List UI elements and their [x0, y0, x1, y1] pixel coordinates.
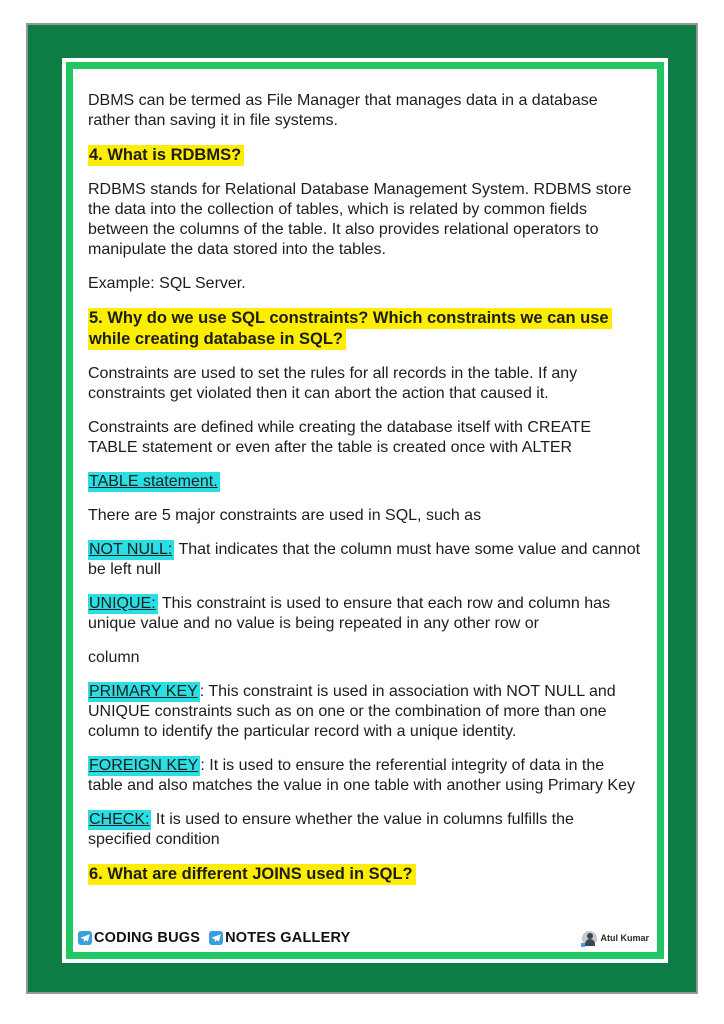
- document-page: [73, 69, 657, 952]
- cyan-highlight-primary-key: PRIMARY KEY: [89, 683, 198, 700]
- paragraph-constraints-rules: Constraints are used to set the rules for all records in the table. If any constraints get violated then it can abort the action that caused it.: [88, 365, 578, 402]
- outer-green-frame: [28, 25, 696, 992]
- channel-label: NOTES GALLERY: [225, 930, 351, 946]
- paragraph-five-constraints: There are 5 major constraints are used in SQL, such as: [88, 507, 482, 524]
- frame-white-gap: [62, 58, 668, 963]
- paragraph-text: This constraint is used to ensure that each row and column has unique value and no value is being repeated in any other row or: [88, 595, 611, 632]
- yellow-highlight: 6. What are different JOINS used in SQL?: [88, 864, 416, 885]
- heading-question-4: [88, 145, 641, 166]
- heading-question-5: [88, 308, 641, 350]
- telegram-icon: [209, 931, 223, 945]
- paragraph-text: : It is used to ensure the referential integrity of data in the table and also matches the value in one table with another using Primary Key: [88, 757, 635, 794]
- paragraph-rdbms-definition: RDBMS stands for Relational Database Management System. RDBMS store the data into the collection of tables, which is related by common fields between the columns of the table. It also provides relational operators to manipulate the data stored into the tables.: [88, 181, 632, 258]
- paragraph-primary-key: [88, 682, 641, 742]
- paragraph-not-null: [88, 540, 641, 580]
- avatar: [582, 931, 597, 946]
- paragraph-column-continuation: column: [88, 649, 140, 666]
- paragraph-example-sql-server: Example: SQL Server.: [88, 275, 246, 292]
- heading-question-6: [88, 864, 641, 885]
- paragraph-constraints-defined: Constraints are defined while creating the database itself with CREATE TABLE statement or even after the table is created once with ALTER: [88, 419, 592, 456]
- telegram-icon: [78, 931, 92, 945]
- inner-green-frame: [66, 62, 664, 959]
- paragraph-unique: [88, 594, 641, 634]
- telegram-channels: [78, 928, 350, 948]
- paragraph-text: That indicates that the column must have some value and cannot be left null: [88, 541, 641, 578]
- yellow-highlight: 4. What is RDBMS?: [88, 145, 244, 166]
- paragraph-text: : This constraint is used in association with NOT NULL and UNIQUE constraints such as on one or the combination of more than one column to identify the particular record with a unique identity.: [88, 683, 616, 740]
- paragraph-foreign-key: [88, 756, 641, 796]
- author-name: Atul Kumar: [600, 933, 649, 943]
- cyan-highlight: TABLE statement.: [89, 473, 218, 490]
- channel-notes-gallery[interactable]: [209, 928, 350, 948]
- channel-coding-bugs[interactable]: [78, 928, 200, 948]
- paragraph-check: [88, 810, 641, 850]
- cyan-highlight-not-null: NOT NULL:: [89, 541, 173, 558]
- avatar-badge: [581, 943, 585, 947]
- avatar-body: [585, 939, 595, 946]
- cyan-highlight-unique: UNIQUE:: [89, 595, 156, 612]
- paragraph-dbms-file-manager: DBMS can be termed as File Manager that manages data in a database rather than saving it in file systems.: [88, 92, 598, 129]
- page-footer: [78, 928, 649, 948]
- yellow-highlight: 5. Why do we use SQL constraints? Which constraints we can use while creating database in SQL?: [88, 308, 612, 350]
- line-table-statement: [88, 472, 641, 492]
- author-watermark: [582, 928, 649, 948]
- cyan-highlight-foreign-key: FOREIGN KEY: [89, 757, 199, 774]
- cyan-highlight-check: CHECK:: [89, 811, 150, 828]
- channel-label: CODING BUGS: [94, 930, 201, 946]
- paragraph-text: It is used to ensure whether the value in columns fulfills the specified condition: [88, 811, 574, 848]
